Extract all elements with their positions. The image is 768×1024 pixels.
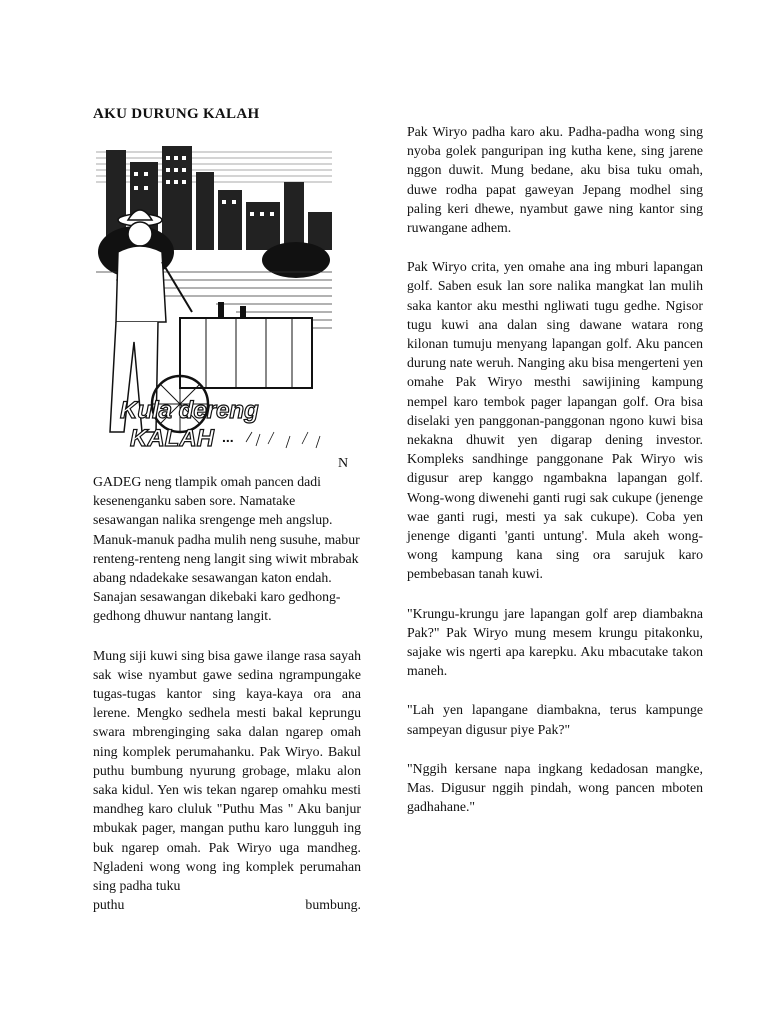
paragraph: Pak Wiryo padha karo aku. Padha-padha wong sing nyoba golek panguripan ing kutha kene, sing jarene nggon duwit. Mung bedane, aku bisa tuku omah, duwe rodha papat gaweyan Jepang modhel sing paling keri dhewe, nyambut gawe ning kantor sing ruwangane adhem. xyxy=(407,124,703,236)
paragraph: "Lah yen lapangane diambakna, terus kampunge sampeyan digusur piye Pak?" xyxy=(407,702,703,737)
svg-text:...: ... xyxy=(222,429,234,445)
last-line-word: bumbung. xyxy=(305,897,361,913)
paragraph: Mung siji kuwi sing bisa gawe ilange rasa sayah sak wise nyambut gawe sedina ngrampungake tugas-tugas kantor sing kaya-kaya ora ana lerene. Mengko sedhela mesti bakal keprungu swara mbrenginging saka dalan ngarep omah ning komplek perumahanku. Pak Wiryo. Bakul puthu bumbung nyurung grobage, mlaku alon saka kidul. Yen wis tekan ngarep omahku mesti mandheg karo cluluk "Puthu Mas " Aku banjur mbukak pager, mangan puthu karo lungguh ing buk ngarep omah. Pak Wiryo uga mandheg. Ngladeni wong wong ing komplek perumahan sing padha tuku xyxy=(93,647,361,894)
illustration-row xyxy=(93,142,361,472)
paragraph: Pak Wiryo crita, yen omahe ana ing mburi lapangan golf. Saben esuk lan sore nalika mangkat lan mulih saka kantor aku mesthi ngliwati tugu gedhe. Ngisor tugu kuwi ana dalan sing dawane watara rong kilonan tumuju menyang lapangan golf. Aku pancen durung nate weruh. Nanging aku bisa mengerteni yen omahe Pak Wiryo mesthi sawijining kampung nempel karo tembok pager lapangan golf. Ora bisa diselaki yen panggonan-panggonan ngono kuwi bisa nekakna dhuwit yen digarap dening investor. Kompleks sandhinge panggonane Pak Wiryo wis digusur arep kanggo ngambakna lapangan golf. Wong-wong diwenehi ganti rugi sak cukupe (jenenge wae ganti rugi, mesti ya sak cukupe). Coba yen jenenge diganti 'ganti untung'. Mula akeh wong-wong kampung kana sing ora sarujuk karo pembebasan tanah kuwi. xyxy=(407,259,703,582)
paragraph: GADEG neng tlampik omah pancen dadi kesenenganku saben sore. Namatake sesawangan nalika srengenge meh angslup. Manuk-manuk padha mulih neng susuhe, mabur renteng-renteng neng langit sing wiwit mbrabak abang ndadekake sesawangan katon endah. Sanajan sesawangan dikebaki karo gedhong-gedhong dhuwur nantang langit. xyxy=(93,474,360,624)
svg-text:Kula dereng: Kula dereng xyxy=(120,397,259,424)
svg-text:KALAH: KALAH xyxy=(130,425,214,452)
right-column xyxy=(407,122,703,837)
left-column xyxy=(93,104,361,914)
paragraph: "Nggih kersane napa ingkang kedadosan mangke, Mas. Digusur nggih pindah, wong pancen mboten gadhahane." xyxy=(407,760,703,815)
drop-cap: N xyxy=(338,456,349,471)
vendor-cart-illustration xyxy=(96,142,332,466)
paragraph: "Krungu-krungu jare lapangan golf arep diambakna Pak?" Pak Wiryo mung mesem krungu pitakonku, sajake wis ngerti apa karepku. Aku mbacutake takon maneh. xyxy=(407,605,703,679)
article-title: AKU DURUNG KALAH xyxy=(93,106,260,122)
last-line-word: puthu xyxy=(93,897,125,913)
paragraph-last-line xyxy=(93,895,361,914)
